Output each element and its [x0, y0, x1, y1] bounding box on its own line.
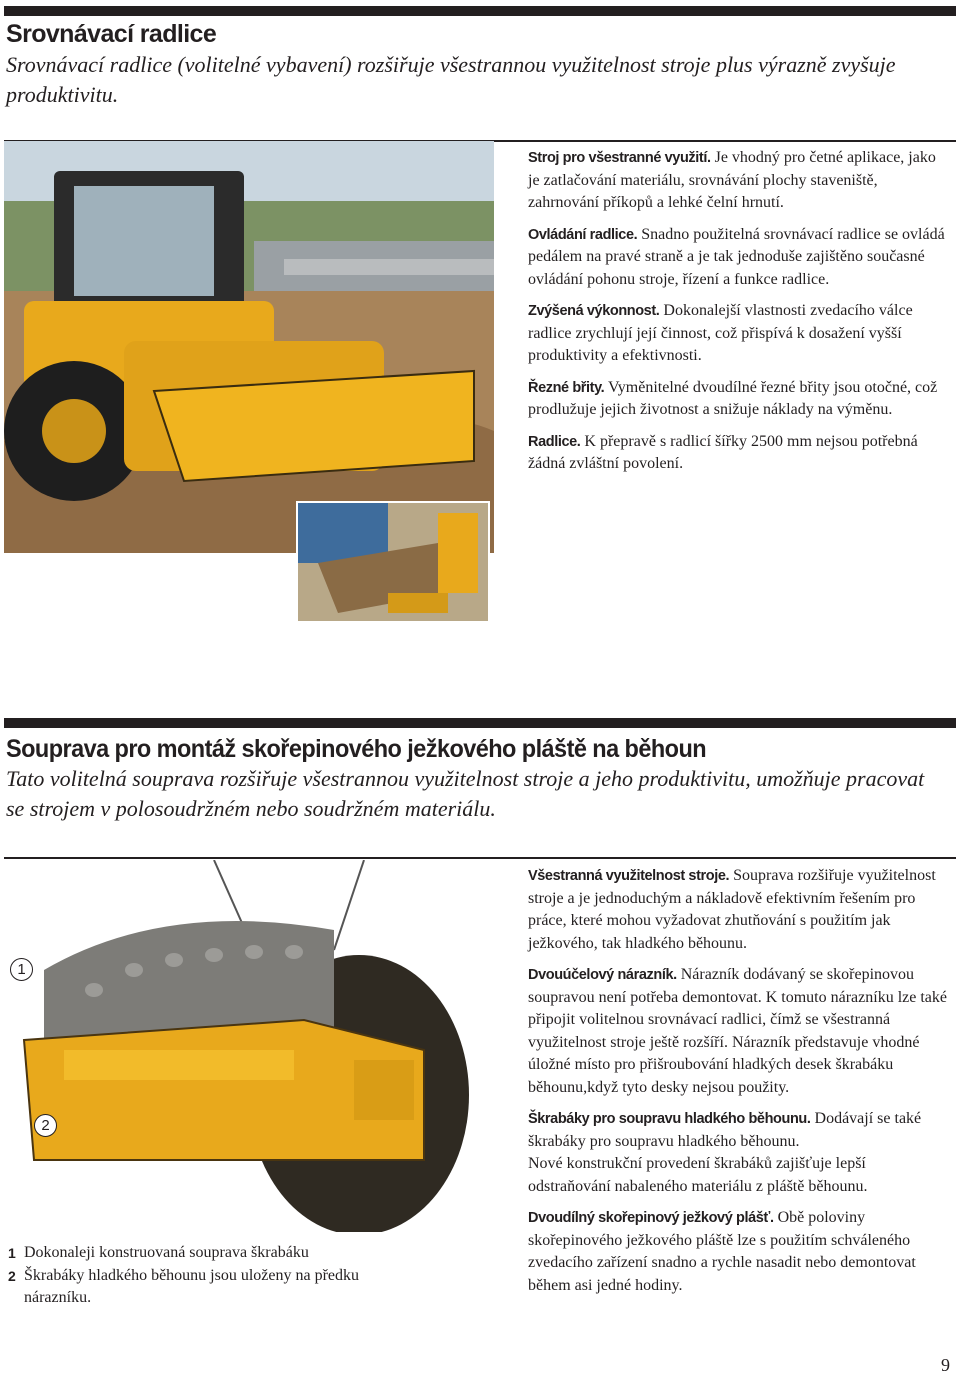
caption-text: Škrabáky hladkého běhounu jsou uloženy na předku nárazníku.: [24, 1266, 360, 1306]
feature-text: Je vhodný pro četné aplikace, jako je zatlačování materiálu, srovnávání plochy staveniště, zahrnování příkopů a lehké čelní hrnutí.: [528, 149, 936, 211]
feature-paragraph: [528, 1108, 948, 1198]
section-rule-shell: [4, 718, 956, 728]
feature-paragraph: [528, 964, 948, 1099]
section-rule-top: [4, 6, 956, 16]
shell-kit-features: [528, 865, 948, 1306]
feature-paragraph: [528, 224, 948, 292]
feature-text: Nárazník dodávaný se skořepinovou soupravou není potřeba demontovat. K tomuto nárazníku lze také připojit volitelnou srovnávací radlici, čímž se všestranná využitelnost stroje ještě rozšíří. Nárazník představuje vhodné úložné místo pro přišroubování hladkých desek škrabáku běhounu,když tyto desky nejsou použity.: [528, 966, 947, 1096]
section-divider-shell-kit: [4, 857, 956, 859]
caption-item: [8, 1242, 368, 1265]
feature-label: Dvoudílný skořepinový ježkový plášť.: [528, 1210, 774, 1226]
feature-text: Souprava rozšiřuje využitelnost stroje a je jednoduchým a nákladově efektivním řešením pro práce, které mohou vyžadovat zhutňování s použitím jak ježkového, tak hladkého běhounu.: [528, 867, 936, 952]
section-lead-blade: Srovnávací radlice (volitelné vybavení) rozšiřuje všestrannou využitelnost stroje plus výrazně zvyšuje produktivitu.: [6, 52, 896, 107]
caption-text: Dokonaleji konstruovaná souprava škrabáku: [24, 1244, 309, 1261]
feature-label: Dvouúčelový nárazník.: [528, 967, 677, 983]
feature-text: K přepravě s radlicí šířky 2500 mm nejsou potřebná žádná zvláštní povolení.: [528, 432, 918, 472]
photo-caption-list: [8, 1242, 368, 1310]
feature-label: Škrabáky pro soupravu hladkého běhounu.: [528, 1111, 811, 1127]
feature-text: Obě poloviny skořepinového ježkového pláště lze s použitím schváleného zvedacího zařízení snadno a rychle nasadit nebo demontovat během asi jedné hodiny.: [528, 1209, 916, 1294]
feature-text: Dodávají se také škrabáky pro soupravu hladkého běhounu.: [528, 1110, 922, 1150]
callout-2: 2: [34, 1114, 57, 1137]
feature-paragraph: [528, 431, 948, 476]
feature-text: Vyměnitelné dvoudílné řezné břity jsou otočné, což prodlužuje jejich životnost a snižuje náklady na výměnu.: [528, 378, 938, 418]
feature-label: Zvýšená výkonnost.: [528, 303, 660, 319]
section-title-blade: Srovnávací radlice: [6, 20, 217, 48]
feature-paragraph: [528, 377, 948, 422]
feature-text: Nové konstrukční provedení škrabáků zajišťuje lepší odstraňování nabaleného materiálu z pláště běhounu.: [528, 1155, 868, 1195]
feature-label: Stroj pro všestranné využití.: [528, 150, 711, 166]
caption-number: 1: [8, 1245, 16, 1261]
callout-1: 1: [10, 958, 33, 981]
section-title-shell-kit: Souprava pro montáž skořepinového ježkového pláště na běhoun: [6, 735, 707, 763]
feature-paragraph: [528, 865, 948, 955]
caption-number: 2: [8, 1267, 16, 1284]
foot-pedal-photo: [296, 501, 490, 623]
page-number: 9: [941, 1355, 950, 1375]
feature-label: Radlice.: [528, 433, 581, 450]
feature-label: Všestranná využitelnost stroje.: [528, 868, 730, 884]
feature-text: Snadno použitelná srovnávací radlice se ovládá pedálem na pravé straně a je tak jednoduše zajištěno současné ovládání pohonu stroje, řízení a funkce radlice.: [528, 225, 945, 288]
feature-label: Řezné břity.: [528, 379, 605, 396]
section-lead-shell-kit: Tato volitelná souprava rozšiřuje všestrannou využitelnost stroje a jeho produktivitu, umožňuje pracovat se strojem v polosoudržném nebo soudržném materiálu.: [6, 766, 925, 821]
caption-item: [8, 1265, 368, 1310]
blade-features: [528, 147, 948, 485]
feature-label: Ovládání radlice.: [528, 226, 638, 243]
feature-paragraph: [528, 1207, 948, 1297]
feature-paragraph: [528, 300, 948, 368]
feature-paragraph: [528, 147, 948, 215]
feature-text: Dokonalejší vlastnosti zvedacího válce radlice zrychlují její činnost, což přispívá k dosažení vyšší produktivity a efektivnosti.: [528, 302, 913, 364]
padfoot-shell-kit-photo: [4, 860, 484, 1232]
compactor-with-blade-photo: [4, 141, 494, 553]
